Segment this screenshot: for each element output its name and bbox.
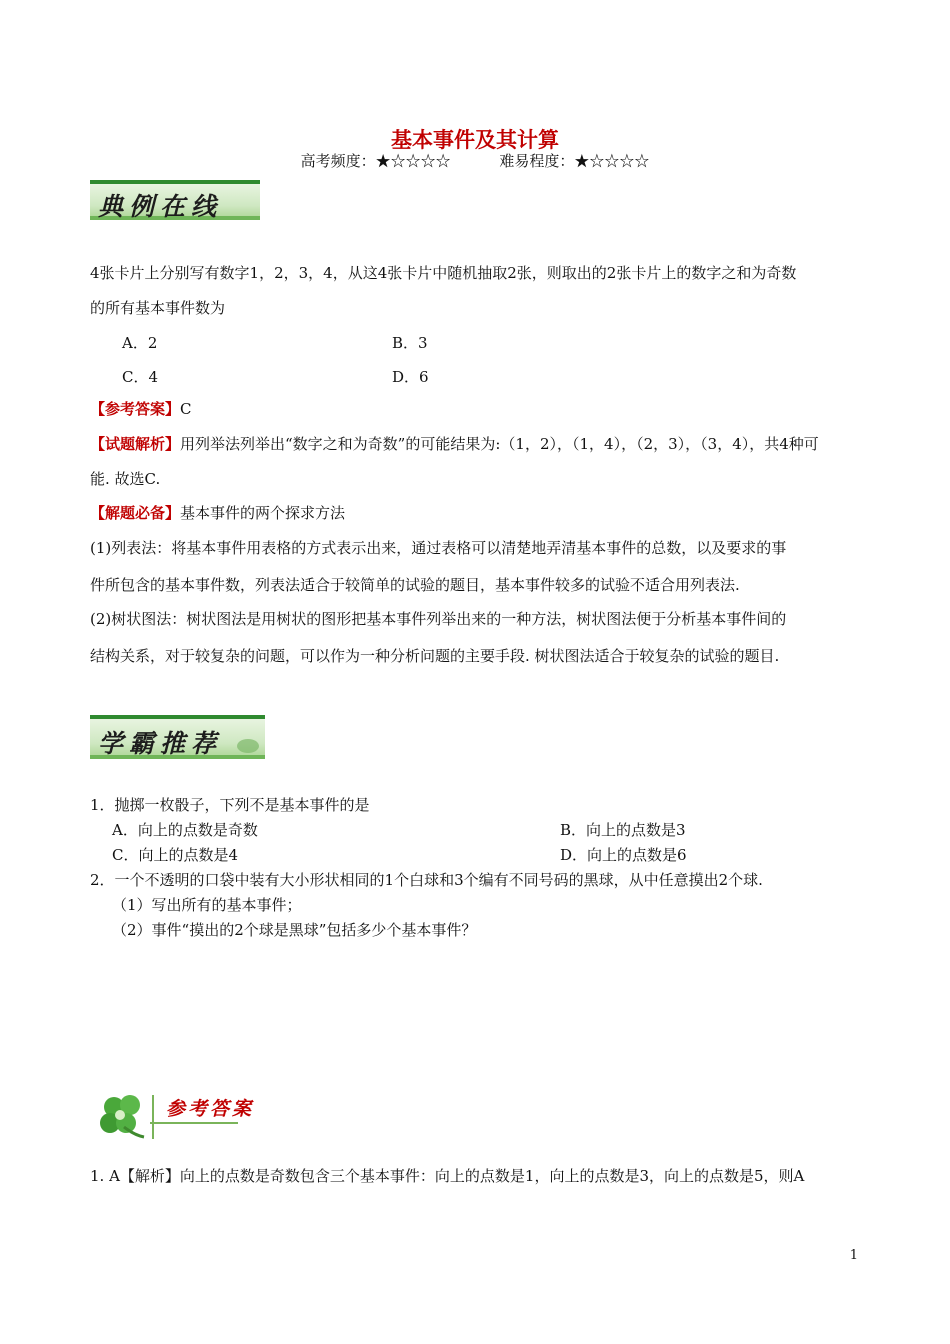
essential-text: 基本事件的两个探求方法 — [180, 504, 346, 522]
analysis-line-2: 能. 故选C. — [90, 470, 161, 488]
answers-heading: 参考答案 — [166, 1098, 255, 1120]
banner-label: 学霸推荐 — [98, 729, 223, 758]
section-banner-examples — [90, 180, 260, 220]
analysis-label: 【试题解析】 — [90, 435, 181, 453]
q2-part-2: （2）事件“摸出的2个球是黑球”包括多少个基本事件？ — [112, 921, 477, 939]
option-d: D．6 — [392, 368, 429, 386]
essential-label: 【解题必备】 — [90, 504, 181, 522]
method2-line-1: (2)树状图法：树状图法是用树状的图形把基本事件列举出来的一种方法，树状图法便于分析基本事件间的 — [90, 610, 787, 628]
option-c: C．4 — [122, 368, 159, 386]
q1-option-b: B．向上的点数是3 — [560, 821, 686, 839]
practice-question-2: 2．一个不透明的口袋中装有大小形状相同的1个白球和3个编有不同号码的黑球，从中任意摸出2个球. — [90, 871, 763, 889]
subtitle — [0, 150, 950, 171]
banner-decoration — [237, 739, 259, 753]
section-banner-recommend — [90, 715, 265, 759]
question-line-2: 的所有基本事件数为 — [90, 299, 226, 317]
option-b: B．3 — [392, 334, 428, 352]
q1-option-d: D．向上的点数是6 — [560, 846, 687, 864]
method1-line-2: 件所包含的基本事件数，列表法适合于较简单的试验的题目，基本事件较多的试验不适合用列表法. — [90, 576, 740, 594]
essential-heading — [90, 503, 345, 523]
analysis-text: 用列举法列举出“数字之和为奇数”的可能结果为:（1，2），（1，4），（2，3），（3，4），共4种可 — [180, 435, 819, 453]
analysis-line-1 — [90, 434, 819, 454]
banner-underline — [150, 1122, 238, 1124]
q1-option-c: C．向上的点数是4 — [112, 846, 239, 864]
q1-option-a: A．向上的点数是奇数 — [112, 821, 258, 839]
banner-divider — [152, 1095, 154, 1139]
difficulty-level: 难易程度：★☆☆☆☆ — [499, 152, 650, 170]
reference-answer — [90, 399, 192, 419]
question-line-1: 4张卡片上分别写有数字1，2，3，4，从这4张卡片中随机抽取2张，则取出的2张卡片上的数字之和为奇数 — [90, 264, 797, 282]
clover-icon — [94, 1093, 154, 1139]
answer-value: C — [180, 400, 192, 418]
q2-part-1: （1）写出所有的基本事件； — [112, 896, 302, 914]
exam-frequency: 高考频度：★☆☆☆☆ — [300, 152, 451, 170]
practice-question-1: 1．抛掷一枚骰子，下列不是基本事件的是 — [90, 796, 370, 814]
answer-1: 1. A【解析】向上的点数是奇数包含三个基本事件：向上的点数是1，向上的点数是3，向上的点数是5，则A — [90, 1167, 805, 1185]
method1-line-1: (1)列表法：将基本事件用表格的方式表示出来，通过表格可以清楚地弄清基本事件的总数，以及要求的事 — [90, 539, 787, 557]
banner-label: 典例在线 — [98, 192, 223, 221]
answer-label: 【参考答案】 — [90, 400, 181, 418]
option-a: A．2 — [122, 334, 158, 352]
method2-line-2: 结构关系，对于较复杂的问题，可以作为一种分析问题的主要手段. 树状图法适合于较复杂的试验的题目. — [90, 647, 780, 665]
page-title: 基本事件及其计算 — [391, 127, 559, 152]
page-number: 1 — [849, 1248, 858, 1263]
